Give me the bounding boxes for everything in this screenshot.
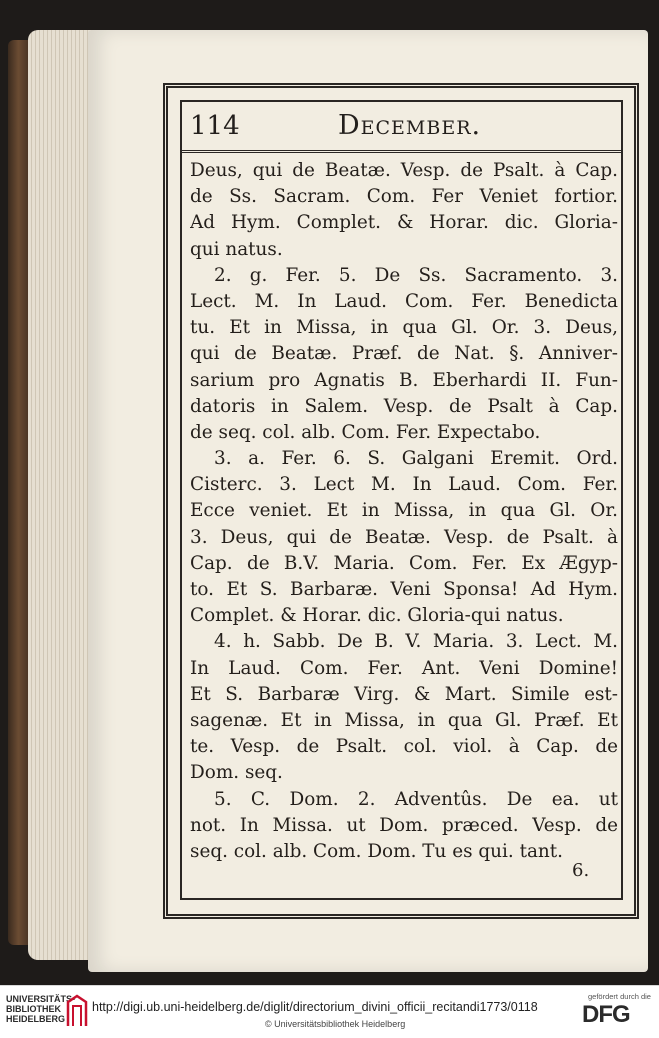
text-line: sagenæ. Et in Missa, in qua Gl. Præf. Et bbox=[190, 709, 618, 731]
library-name: UNIVERSITÄTS-BIBLIOTHEK HEIDELBERG bbox=[6, 994, 76, 1024]
dfg-logo: DFG bbox=[582, 1001, 630, 1028]
text-line: to. Et S. Barbaræ. Veni Sponsa! Ad Hym. bbox=[190, 579, 618, 600]
text-line: 3. a. Fer. 6. S. Galgani Eremit. Ord. bbox=[214, 448, 618, 470]
text-line: sarium pro Agnatis B. Eberhardi II. Fun- bbox=[190, 369, 618, 391]
footer-bar bbox=[0, 985, 659, 1038]
text-line: seq. col. alb. Com. Dom. Tu es qui. tant. bbox=[190, 840, 564, 862]
catchword: 6. bbox=[572, 860, 590, 881]
text-block bbox=[190, 158, 618, 865]
text-line: Lect. M. In Laud. Com. Fer. Benedicta bbox=[190, 290, 618, 312]
text-line: 4. h. Sabb. De B. V. Maria. 3. Lect. M. bbox=[214, 631, 618, 653]
text-line: not. In Missa. ut Dom. præced. Vesp. de bbox=[190, 814, 618, 836]
text-line: Deus, qui de Beatæ. Vesp. de Psalt. à Cap. bbox=[190, 160, 618, 181]
text-line: qui de Beatæ. Præf. de Nat. §. Anniver- bbox=[190, 343, 618, 365]
text-line: 2. g. Fer. 5. De Ss. Sacramento. 3. bbox=[214, 264, 618, 286]
footer-copyright: © Universitätsbibliothek Heidelberg bbox=[265, 1019, 406, 1029]
text-line: te. Vesp. de Psalt. col. viol. à Cap. de bbox=[190, 736, 618, 758]
text-line: Complet. & Horar. dic. Gloria-qui natus. bbox=[190, 605, 564, 627]
text-line: 5. C. Dom. 2. Adventûs. De ea. ut bbox=[214, 788, 618, 810]
text-line: Ecce veniet. Et in Missa, in qua Gl. Or. bbox=[190, 500, 618, 522]
running-head: December. bbox=[338, 110, 482, 141]
text-line: qui natus. bbox=[190, 238, 283, 260]
text-line: 3. Deus, qui de Beatæ. Vesp. de Psalt. à bbox=[190, 526, 618, 548]
header-rule bbox=[180, 150, 623, 153]
text-line: Dom. seq. bbox=[190, 762, 283, 784]
text-line: de Ss. Sacram. Com. Fer Veniet fortior. bbox=[190, 186, 618, 208]
library-logo-icon bbox=[66, 994, 88, 1028]
text-line: Ad Hym. Complet. & Horar. dic. Gloria- bbox=[190, 212, 618, 234]
page-number: 114 bbox=[190, 111, 240, 141]
text-line: In Laud. Com. Fer. Ant. Veni Domine! bbox=[190, 657, 618, 679]
funded-by-label: gefördert durch die bbox=[588, 992, 651, 1001]
text-line: Et S. Barbaræ Virg. & Mart. Simile est- bbox=[190, 683, 618, 705]
text-line: Cap. de B.V. Maria. Com. Fer. Ex Ægyp- bbox=[190, 552, 618, 574]
text-line: Cisterc. 3. Lect M. In Laud. Com. Fer. bbox=[190, 474, 618, 496]
footer-url-link[interactable]: http://digi.ub.uni-heidelberg.de/diglit/directorium_divini_officii_recitandi1773/0118 bbox=[92, 1000, 538, 1014]
text-line: tu. Et in Missa, in qua Gl. Or. 3. Deus, bbox=[190, 317, 618, 339]
text-line: datoris in Salem. Vesp. de Psalt à Cap. bbox=[190, 395, 618, 417]
text-line: de seq. col. alb. Com. Fer. Expectabo. bbox=[190, 421, 541, 443]
